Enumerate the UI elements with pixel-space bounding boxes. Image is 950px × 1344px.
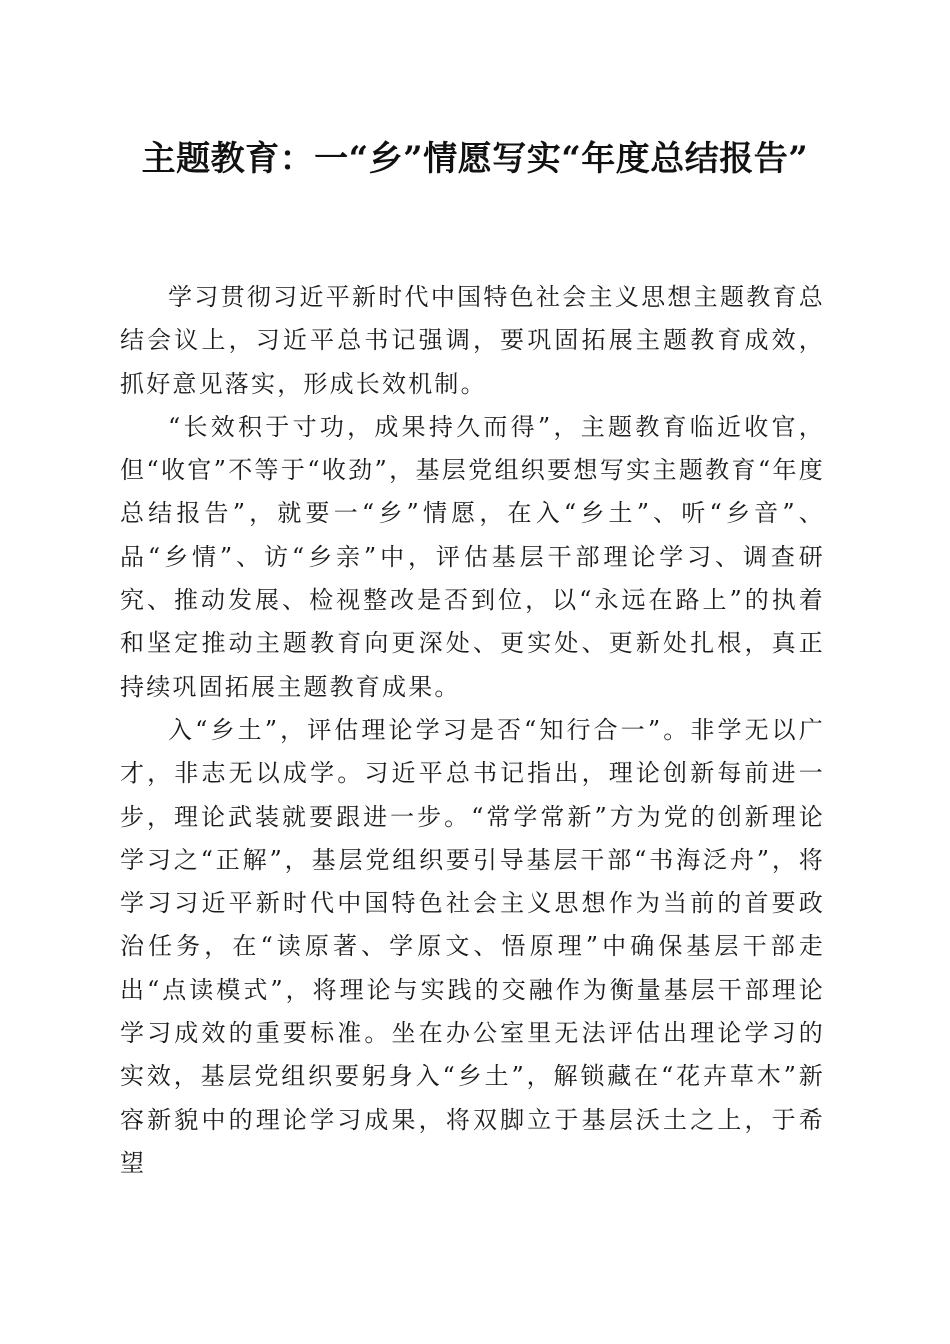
document-body bbox=[120, 276, 825, 1185]
paragraph-theory-study: 入“乡土”，评估理论学习是否“知行合一”。非学无以广才，非志无以成学。习近平总书记指出，理论创新每前进一步，理论武装就要跟进一步。“常学常新”方为党的创新理论学习之“正解”，基层党组织要引导基层干部“书海泛舟”，将学习习近平新时代中国特色社会主义思想作为当前的首要政治任务，在“读原著、学原文、悟原理”中确保基层干部走出“点读模式”，将理论与实践的交融作为衡量基层干部理论学习成效的重要标准。坐在办公室里无法评估出理论学习的实效，基层党组织要躬身入“乡土”，解锁藏在“花卉草木”新容新貌中的理论学习成果，将双脚立于基层沃土之上，于希望 bbox=[120, 715, 825, 1177]
paragraph-long-term: “长效积于寸功，成果持久而得”，主题教育临近收官，但“收官”不等于“收劲”，基层党组织要想写实主题教育“年度总结报告”，就要一“乡”情愿，在入“乡土”、听“乡音”、品“乡情”、访“乡亲”中，评估基层干部理论学习、调查研究、推动发展、检视整改是否到位，以“永远在路上”的执着和坚定推动主题教育向更深处、更实处、更新处扎根，真正持续巩固拓展主题教育成果。 bbox=[120, 412, 825, 701]
paragraph-intro: 学习贯彻习近平新时代中国特色社会主义思想主题教育总结会议上，习近平总书记强调，要巩固拓展主题教育成效，抓好意见落实，形成长效机制。 bbox=[120, 283, 825, 398]
document-title: 主题教育：一“乡”情愿写实“年度总结报告” bbox=[141, 139, 809, 179]
